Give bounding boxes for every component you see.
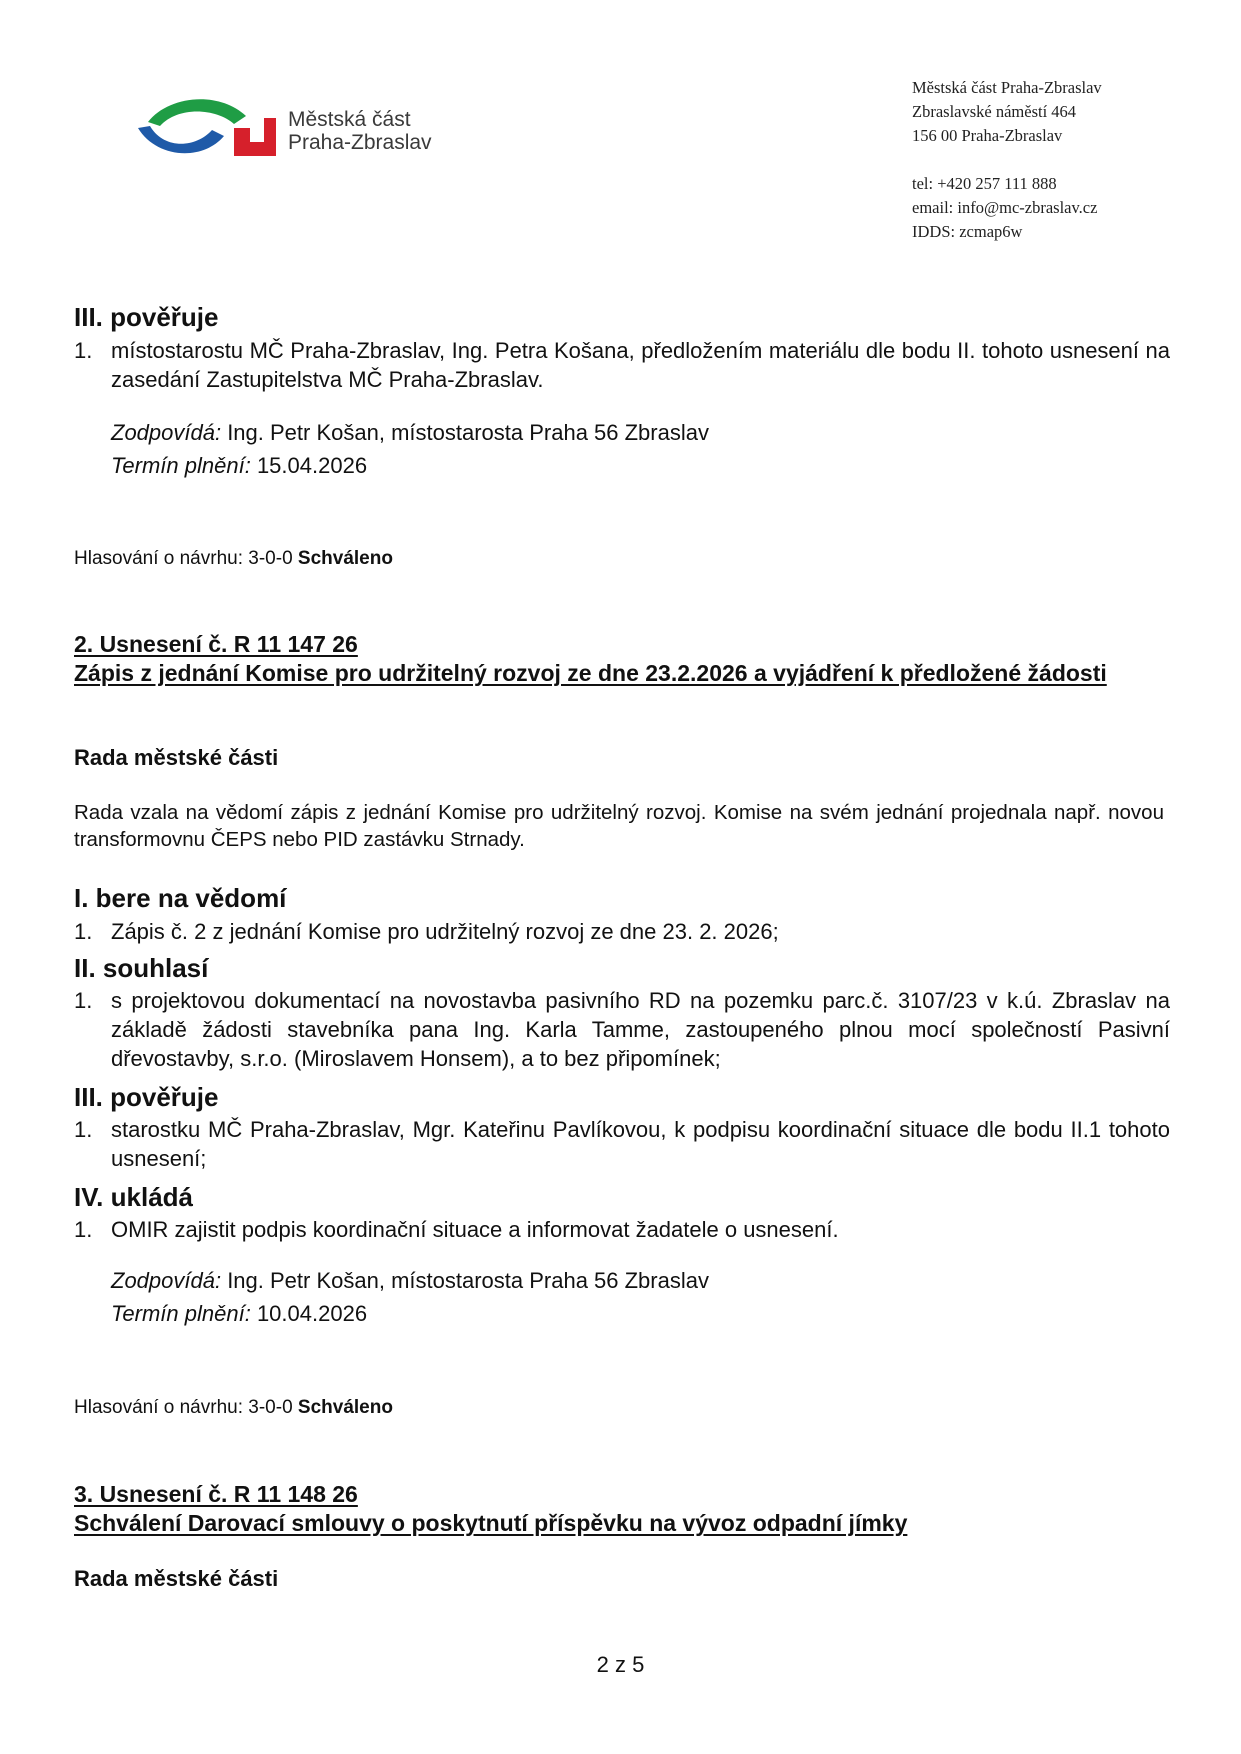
- list-item-text: místostarostu MČ Praha-Zbraslav, Ing. Petra Košana, předložením materiálu dle bodu II. tohoto usnesení na zasedání Zastupitelstva MČ Praha-Zbraslav.: [111, 338, 1170, 392]
- responsible-line: [111, 1266, 709, 1295]
- email-line: email: info@mc-zbraslav.cz: [912, 198, 1098, 217]
- list-number: 1.: [74, 919, 93, 944]
- vote-value: 3-0-0: [243, 1397, 298, 1418]
- responsible-label: Zodpovídá:: [111, 420, 222, 445]
- deadline-line: [111, 451, 367, 480]
- deadline-label: Termín plnění:: [111, 453, 251, 478]
- body-name: Rada městské části: [74, 745, 279, 770]
- list-item: [74, 986, 1170, 1073]
- vote-result: Schváleno: [297, 548, 393, 569]
- list-item: [74, 1215, 1170, 1244]
- section-heading: III. pověřuje: [74, 1082, 219, 1112]
- list-number: 1.: [74, 1217, 93, 1242]
- page-number: 2 z 5: [596, 1652, 645, 1677]
- responsible-label: Zodpovídá:: [111, 1268, 222, 1293]
- vote-line: [74, 547, 393, 571]
- list-item-text: OMIR zajistit podpis koordinační situace a informovat žadatele o usnesení.: [111, 1217, 839, 1242]
- section-heading: III. pověřuje: [74, 302, 219, 332]
- phone-line: tel: +420 257 111 888: [912, 174, 1057, 193]
- responsible-value: Ing. Petr Košan, místostarosta Praha 56 Zbraslav: [221, 1268, 709, 1293]
- vote-label: Hlasování o návrhu:: [74, 548, 243, 569]
- resolution-intro: Rada vzala na vědomí zápis z jednání Komise pro udržitelný rozvoj. Komise na svém jednání projednala např. novou transformovnu ČEPS nebo PID zastávku Strnady.: [74, 801, 1164, 851]
- list-number: 1.: [74, 1117, 93, 1142]
- section-heading: II. souhlasí: [74, 953, 209, 983]
- list-item-text: s projektovou dokumentací na novostavba pasivního RD na pozemku parc.č. 3107/23 v k.ú. Zbraslav na základě žádosti stavebníka pana Ing. Karla Tamme, zastoupeného plnou mocí společností Pasivní dřevostavby, s.r.o. (Miroslavem Honsem), a to bez připomínek;: [111, 988, 1170, 1071]
- vote-result: Schváleno: [297, 1397, 393, 1418]
- list-item-text: Zápis č. 2 z jednání Komise pro udržitelný rozvoj ze dne 23. 2. 2026;: [111, 919, 779, 944]
- address-spacer: [912, 148, 1102, 172]
- logo-text-line2: Praha-Zbraslav: [288, 131, 432, 154]
- list-item-text: starostku MČ Praha-Zbraslav, Mgr. Kateřinu Pavlíkovou, k podpisu koordinační situace dle bodu II.1 tohoto usnesení;: [111, 1117, 1170, 1171]
- body-name: Rada městské části: [74, 1566, 279, 1591]
- deadline-value: 15.04.2026: [250, 453, 368, 478]
- deadline-label: Termín plnění:: [111, 1301, 251, 1326]
- municipality-logo: [138, 96, 458, 176]
- section-heading: I. bere na vědomí: [74, 883, 287, 913]
- address-line: 156 00 Praha-Zbraslav: [912, 126, 1063, 145]
- vote-line: [74, 1396, 393, 1420]
- list-number: 1.: [74, 988, 93, 1013]
- resolution-subject: Zápis z jednání Komise pro udržitelný rozvoj ze dne 23.2.2026 a vyjádření k předložené žádosti: [74, 660, 1107, 686]
- resolution-title: 3. Usnesení č. R 11 148 26: [74, 1481, 358, 1507]
- logo-text-line1: Městská část: [288, 108, 411, 131]
- logo-mark-icon: [138, 96, 278, 168]
- resolution-title: 2. Usnesení č. R 11 147 26: [74, 631, 358, 657]
- resolution-subject: Schválení Darovací smlouvy o poskytnutí příspěvku na vývoz odpadní jímky: [74, 1510, 908, 1536]
- list-number: 1.: [74, 338, 93, 363]
- idds-line: IDDS: zcmap6w: [912, 222, 1023, 241]
- list-item: [74, 1115, 1170, 1173]
- list-item: [74, 336, 1170, 394]
- list-item: [74, 917, 1170, 946]
- vote-value: 3-0-0: [243, 548, 298, 569]
- office-address-block: [912, 76, 1102, 244]
- deadline-value: 10.04.2026: [250, 1301, 368, 1326]
- address-line: Zbraslavské náměstí 464: [912, 102, 1077, 121]
- section-heading: IV. ukládá: [74, 1182, 193, 1212]
- deadline-line: [111, 1299, 367, 1328]
- vote-label: Hlasování o návrhu:: [74, 1397, 243, 1418]
- responsible-line: [111, 418, 709, 447]
- responsible-value: Ing. Petr Košan, místostarosta Praha 56 Zbraslav: [221, 420, 709, 445]
- address-line: Městská část Praha-Zbraslav: [912, 78, 1102, 97]
